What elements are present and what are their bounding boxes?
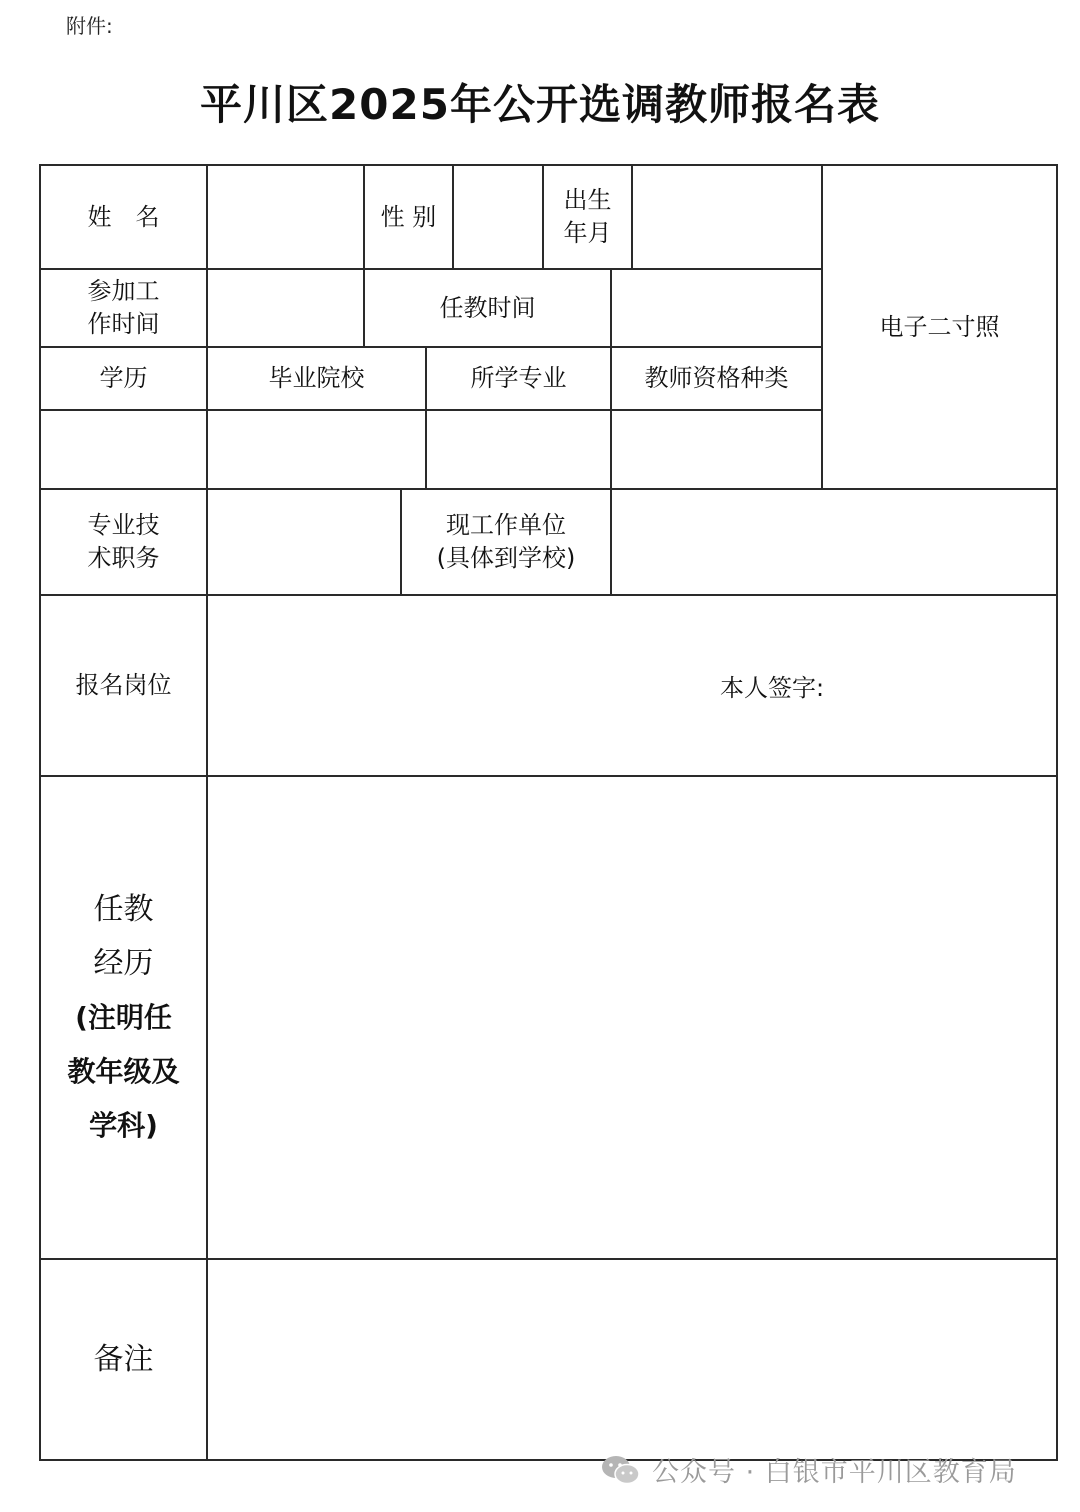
name-input[interactable] <box>208 166 363 268</box>
photo-label: 电子二寸照 <box>879 312 1000 341</box>
remarks-input[interactable] <box>208 1260 1056 1459</box>
teaching-time-input[interactable] <box>612 270 821 346</box>
school-input[interactable] <box>208 411 425 488</box>
watermark-text: 公众号 · 白银市平川区教育局 <box>652 1457 1017 1488</box>
experience-input[interactable] <box>208 777 1056 1258</box>
page-title: 平川区2025年公开选调教师报名表 <box>200 80 880 129</box>
school-label: 毕业院校 <box>268 364 365 392</box>
experience-note-line: (注明任 <box>75 1000 172 1034</box>
experience-note-line: 教年级及 <box>67 1054 180 1088</box>
attachment-label: 附件: <box>66 14 113 38</box>
experience-note-line: 学科) <box>89 1108 158 1142</box>
birth-label: 出生 年月 <box>563 186 612 247</box>
photo-box[interactable] <box>823 166 1056 488</box>
experience-label-line: 任教 <box>93 891 154 927</box>
gender-label: 性 别 <box>380 202 437 231</box>
name-label: 姓 名 <box>87 202 160 231</box>
title-label: 专业技 术职务 <box>87 511 160 572</box>
table-line <box>1056 164 1058 1461</box>
gender-input[interactable] <box>454 166 542 268</box>
position-input[interactable] <box>208 596 1056 775</box>
signature-label: 本人签字: <box>720 674 825 702</box>
birth-input[interactable] <box>633 166 821 268</box>
education-input[interactable] <box>41 411 206 488</box>
experience-label <box>41 777 206 1258</box>
cert-type-label: 教师资格种类 <box>644 364 789 392</box>
work-start-label: 参加工 作时间 <box>87 277 160 338</box>
employer-label: 现工作单位 (具体到学校) <box>436 511 576 572</box>
experience-label-line: 经历 <box>93 945 154 981</box>
work-start-input[interactable] <box>208 270 363 346</box>
cert-type-input[interactable] <box>612 411 821 488</box>
remarks-label: 备注 <box>93 1342 154 1377</box>
title-input[interactable] <box>208 490 400 594</box>
wechat-icon <box>600 1453 642 1487</box>
major-label: 所学专业 <box>470 364 567 392</box>
employer-input[interactable] <box>612 490 1056 594</box>
teaching-time-label: 任教时间 <box>439 293 536 322</box>
watermark <box>600 1450 1017 1489</box>
major-input[interactable] <box>427 411 610 488</box>
education-label: 学历 <box>99 364 148 392</box>
position-label: 报名岗位 <box>75 671 172 699</box>
